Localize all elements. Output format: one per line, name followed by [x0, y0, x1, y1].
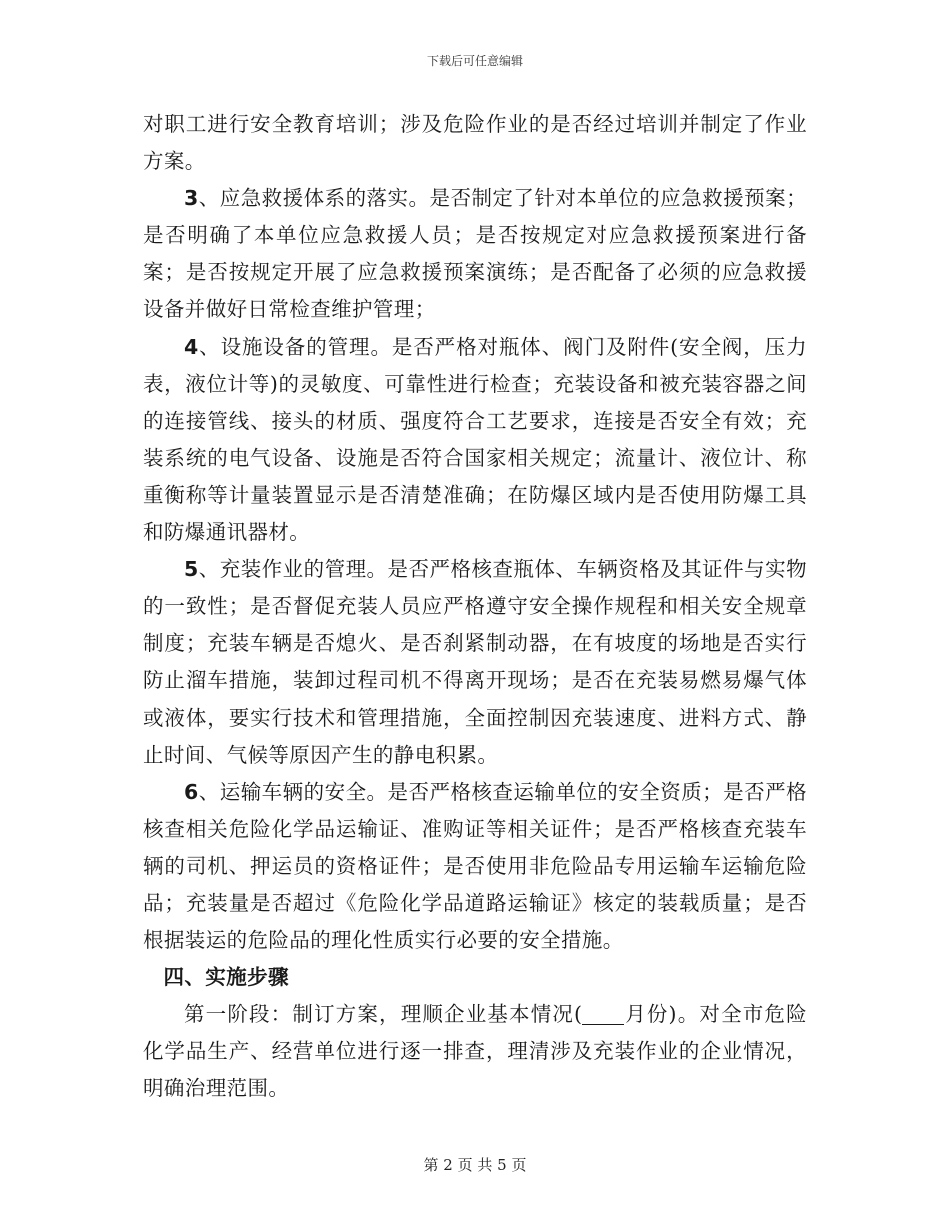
page-footer: 第 2 页 共 5 页	[423, 1156, 527, 1174]
fill-in-blank	[582, 1002, 624, 1025]
item-number: 3	[184, 186, 199, 211]
item-text: 、应急救援体系的落实。是否制定了针对本单位的应急救援预案；是否明确了本单位应急救援人员；是否按规定对应急救援预案进行备案；是否按规定开展了应急救援预案演练；是否配备了必须的应急救援设备并做好日常检查维护管理；	[143, 186, 807, 322]
paragraph-continued: 对职工进行安全教育培训；涉及危险作业的是否经过培训并制定了作业方案。	[143, 112, 807, 174]
document-body	[143, 106, 807, 1108]
item-number: 4	[184, 334, 199, 359]
item-number: 5	[184, 557, 199, 582]
item-text: 、运输车辆的安全。是否严格核查运输单位的安全资质；是否严格核查相关危险化学品运输证、准购证等相关证件；是否严格核查充装车辆的司机、押运员的资格证件；是否使用非危险品专用运输车运输危险品；充装量是否超过《危险化学品道路运输证》核定的装载质量；是否根据装运的危险品的理化性质实行必要的安全措施。	[143, 779, 807, 953]
item-text: 、设施设备的管理。是否严格对瓶体、阀门及附件(安全阀，压力表，液位计等)的灵敏度、可靠性进行检查；充装设备和被充装容器之间的连接管线、接头的材质、强度符合工艺要求，连接是否安全有效；充装系统的电气设备、设施是否符合国家相关规定；流量计、液位计、称重衡称等计量装置显示是否清楚准确；在防爆区域内是否使用防爆工具和防爆通讯器材。	[143, 334, 807, 545]
stage-text-before: 第一阶段：制订方案，理顺企业基本情况(	[184, 1002, 583, 1027]
section-heading: 四、实施步骤	[163, 965, 289, 990]
item-number: 6	[184, 779, 199, 804]
paragraph-item-4	[143, 329, 807, 552]
paragraph-item-5	[143, 551, 807, 774]
item-text: 、充装作业的管理。是否严格核查瓶体、车辆资格及其证件与实物的一致性；是否督促充装人员应严格遵守安全操作规程和相关安全规章制度；充装车辆是否熄火、是否刹紧制动器，在有坡度的场地是否实行防止溜车措施，装卸过程司机不得离开现场；是否在充装易燃易爆气体或液体，要实行技术和管理措施，全面控制因充装速度、进料方式、静止时间、气候等原因产生的静电积累。	[143, 557, 807, 767]
paragraph-item-6	[143, 774, 807, 959]
paragraph-item-3	[143, 180, 807, 328]
stage-text-after: 月份)。对全市危险化学品生产、经营单位进行逐一排查，理清涉及充装作业的企业情况，明确治理范围。	[143, 1002, 807, 1101]
paragraph-stage-1	[143, 996, 807, 1107]
page-header: 下载后可任意编辑	[426, 54, 523, 68]
